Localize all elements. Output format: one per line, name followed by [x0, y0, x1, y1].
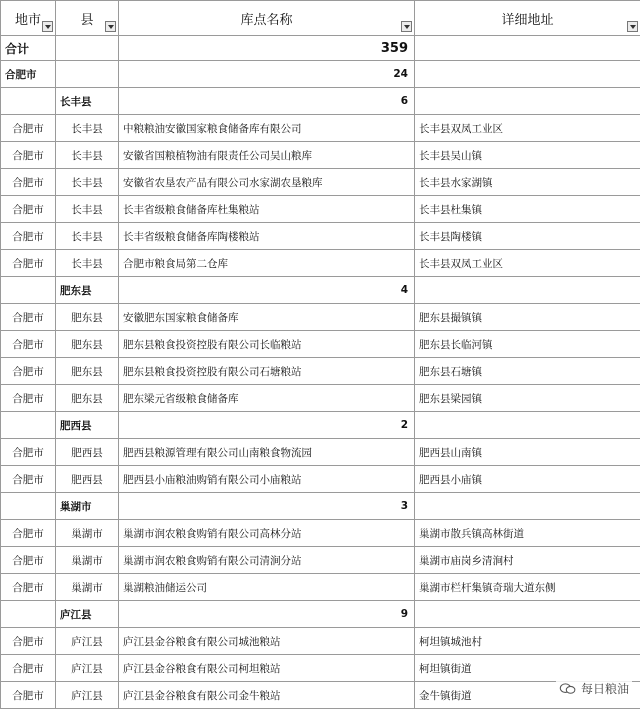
filter-dropdown-icon[interactable]	[105, 21, 116, 32]
depot-cell: 肥东县粮食投资控股有限公司石塘粮站	[119, 358, 415, 385]
address-cell: 长丰县水家湖镇	[415, 169, 640, 196]
address-cell: 长丰县双凤工业区	[415, 250, 640, 277]
county-cell: 肥东县	[56, 385, 119, 412]
empty-cell	[415, 88, 640, 115]
county-subtotal-count: 6	[119, 88, 415, 115]
city-cell: 合肥市	[1, 682, 56, 709]
depot-cell: 巢湖粮油储运公司	[119, 574, 415, 601]
total-row	[1, 36, 640, 61]
city-cell: 合肥市	[1, 439, 56, 466]
city-subtotal-count: 24	[119, 61, 415, 88]
empty-cell	[415, 61, 640, 88]
county-subtotal-row	[1, 277, 640, 304]
depot-cell: 安徽肥东国家粮食储备库	[119, 304, 415, 331]
city-cell: 合肥市	[1, 520, 56, 547]
table-row	[1, 196, 640, 223]
city-cell: 合肥市	[1, 169, 56, 196]
address-cell: 长丰县杜集镇	[415, 196, 640, 223]
depot-cell: 庐江县金谷粮食有限公司城池粮站	[119, 628, 415, 655]
city-cell: 合肥市	[1, 223, 56, 250]
depot-cell: 中粮粮油安徽国家粮食储备库有限公司	[119, 115, 415, 142]
county-subtotal-count: 4	[119, 277, 415, 304]
table-row	[1, 682, 640, 709]
county-cell: 长丰县	[56, 142, 119, 169]
empty-cell	[1, 601, 56, 628]
header-depot-label: 库点名称	[240, 13, 292, 28]
depot-cell: 肥东梁元省级粮食储备库	[119, 385, 415, 412]
address-cell: 柯坦镇城池村	[415, 628, 640, 655]
address-cell: 肥西县山南镇	[415, 439, 640, 466]
county-cell: 长丰县	[56, 169, 119, 196]
county-cell: 庐江县	[56, 628, 119, 655]
depot-cell: 合肥市粮食局第二仓库	[119, 250, 415, 277]
empty-cell	[1, 277, 56, 304]
city-cell: 合肥市	[1, 196, 56, 223]
table-row	[1, 250, 640, 277]
empty-cell	[1, 88, 56, 115]
table-row	[1, 169, 640, 196]
depot-cell: 巢湖市润农粮食购销有限公司清涧分站	[119, 547, 415, 574]
header-address	[415, 1, 640, 36]
county-cell: 巢湖市	[56, 574, 119, 601]
address-cell: 长丰县陶楼镇	[415, 223, 640, 250]
county-subtotal-count: 3	[119, 493, 415, 520]
county-cell: 肥东县	[56, 304, 119, 331]
county-cell: 长丰县	[56, 223, 119, 250]
city-cell: 合肥市	[1, 574, 56, 601]
address-cell: 肥东县石塘镇	[415, 358, 640, 385]
city-cell: 合肥市	[1, 142, 56, 169]
table-row	[1, 466, 640, 493]
table-row	[1, 142, 640, 169]
empty-cell	[56, 61, 119, 88]
watermark-text: 每日粮油	[581, 680, 629, 697]
empty-cell	[56, 36, 119, 61]
empty-cell	[1, 493, 56, 520]
city-cell: 合肥市	[1, 385, 56, 412]
table-row	[1, 520, 640, 547]
city-subtotal-name: 合肥市	[1, 61, 56, 88]
depot-cell: 庐江县金谷粮食有限公司柯坦粮站	[119, 655, 415, 682]
county-cell: 庐江县	[56, 655, 119, 682]
address-cell: 肥东县撮镇镇	[415, 304, 640, 331]
header-depot	[119, 1, 415, 36]
county-cell: 巢湖市	[56, 547, 119, 574]
depot-cell: 巢湖市润农粮食购销有限公司高林分站	[119, 520, 415, 547]
county-subtotal-row	[1, 601, 640, 628]
table-row	[1, 304, 640, 331]
address-cell: 肥西县小庙镇	[415, 466, 640, 493]
county-subtotal-name: 长丰县	[56, 88, 119, 115]
county-cell: 长丰县	[56, 115, 119, 142]
total-label: 合计	[1, 36, 56, 61]
filter-dropdown-icon[interactable]	[42, 21, 53, 32]
empty-cell	[415, 601, 640, 628]
address-cell: 柯坦镇街道	[415, 655, 640, 682]
address-cell: 长丰县吴山镇	[415, 142, 640, 169]
table-row	[1, 655, 640, 682]
table-row	[1, 628, 640, 655]
table-row	[1, 547, 640, 574]
county-subtotal-row	[1, 88, 640, 115]
table-row	[1, 385, 640, 412]
address-cell: 金牛镇街道	[415, 682, 640, 709]
county-subtotal-name: 肥西县	[56, 412, 119, 439]
table-row	[1, 115, 640, 142]
county-cell: 肥西县	[56, 466, 119, 493]
city-cell: 合肥市	[1, 250, 56, 277]
city-subtotal-row	[1, 61, 640, 88]
county-subtotal-count: 9	[119, 601, 415, 628]
header-row	[1, 1, 640, 36]
county-subtotal-count: 2	[119, 412, 415, 439]
county-subtotal-name: 巢湖市	[56, 493, 119, 520]
depot-cell: 长丰省级粮食储备库杜集粮站	[119, 196, 415, 223]
depot-cell: 肥东县粮食投资控股有限公司长临粮站	[119, 331, 415, 358]
city-cell: 合肥市	[1, 466, 56, 493]
empty-cell	[415, 412, 640, 439]
county-subtotal-row	[1, 493, 640, 520]
city-cell: 合肥市	[1, 304, 56, 331]
city-cell: 合肥市	[1, 547, 56, 574]
address-cell: 巢湖市栏杆集镇奇瑞大道东侧	[415, 574, 640, 601]
depot-cell: 安徽省国粮植物油有限责任公司吴山粮库	[119, 142, 415, 169]
empty-cell	[1, 412, 56, 439]
total-count: 359	[119, 36, 415, 61]
city-cell: 合肥市	[1, 358, 56, 385]
county-cell: 肥东县	[56, 358, 119, 385]
table-row	[1, 439, 640, 466]
header-county-label: 县	[80, 13, 93, 28]
header-city-label: 地市	[15, 13, 41, 28]
table-row	[1, 331, 640, 358]
county-cell: 庐江县	[56, 682, 119, 709]
county-subtotal-row	[1, 412, 640, 439]
address-cell: 巢湖市庙岗乡清涧村	[415, 547, 640, 574]
depot-cell: 长丰省级粮食储备库陶楼粮站	[119, 223, 415, 250]
empty-cell	[415, 493, 640, 520]
watermark	[556, 679, 632, 698]
address-cell: 肥东县梁园镇	[415, 385, 640, 412]
header-address-label: 详细地址	[501, 13, 553, 28]
city-cell: 合肥市	[1, 331, 56, 358]
address-cell: 长丰县双凤工业区	[415, 115, 640, 142]
empty-cell	[415, 277, 640, 304]
header-county	[56, 1, 119, 36]
city-cell: 合肥市	[1, 628, 56, 655]
county-cell: 长丰县	[56, 250, 119, 277]
county-cell: 肥东县	[56, 331, 119, 358]
filter-dropdown-icon[interactable]	[627, 21, 638, 32]
table-row	[1, 358, 640, 385]
header-city	[1, 1, 56, 36]
county-subtotal-name: 庐江县	[56, 601, 119, 628]
wechat-icon	[559, 683, 577, 695]
city-cell: 合肥市	[1, 655, 56, 682]
depot-cell: 庐江县金谷粮食有限公司金牛粮站	[119, 682, 415, 709]
depot-cell: 安徽省农垦农产品有限公司水家湖农垦粮库	[119, 169, 415, 196]
depot-cell: 肥西县小庙粮油购销有限公司小庙粮站	[119, 466, 415, 493]
address-cell: 肥东县长临河镇	[415, 331, 640, 358]
address-cell: 巢湖市散兵镇高林街道	[415, 520, 640, 547]
county-cell: 肥西县	[56, 439, 119, 466]
table-row	[1, 223, 640, 250]
depot-cell: 肥西县粮源管理有限公司山南粮食物流园	[119, 439, 415, 466]
filter-dropdown-icon[interactable]	[401, 21, 412, 32]
empty-cell	[415, 36, 640, 61]
county-cell: 巢湖市	[56, 520, 119, 547]
county-subtotal-name: 肥东县	[56, 277, 119, 304]
city-cell: 合肥市	[1, 115, 56, 142]
county-cell: 长丰县	[56, 196, 119, 223]
table-row	[1, 574, 640, 601]
